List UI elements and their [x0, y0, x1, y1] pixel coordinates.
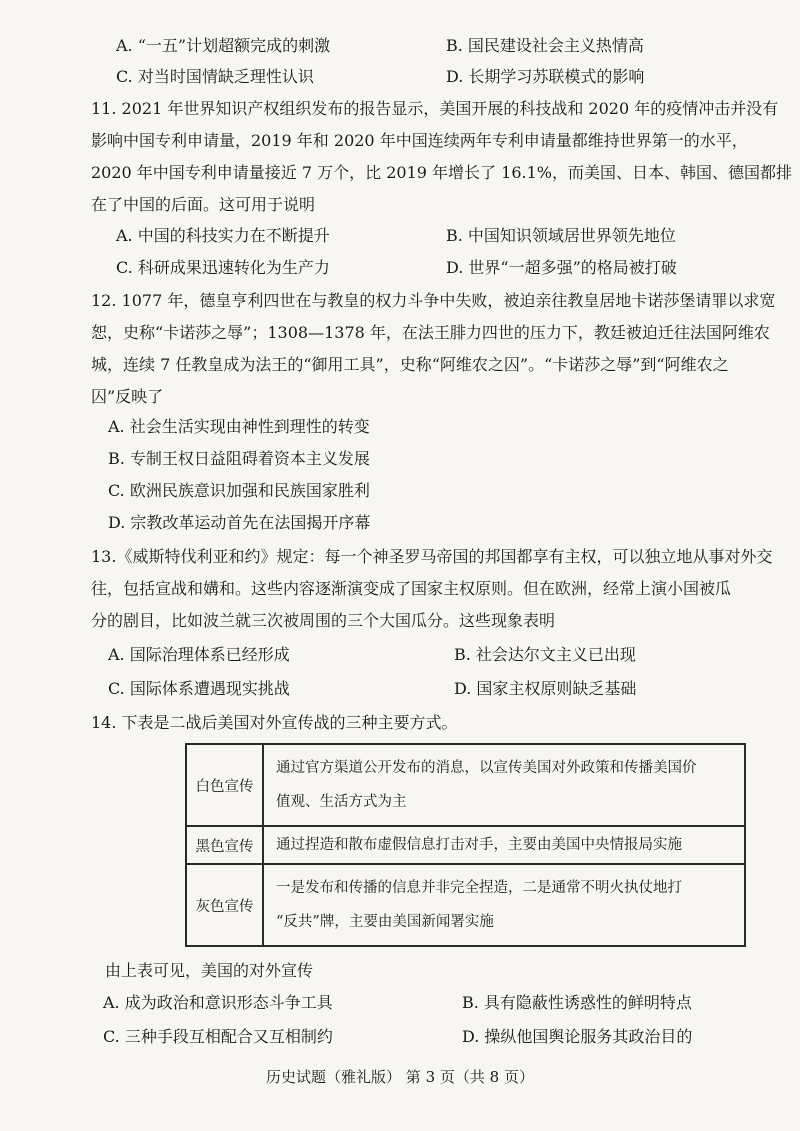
q10-option-a: A. “一五”计划超额完成的刺激 — [116, 36, 331, 55]
q11-stem-line-1: 11. 2021 年世界知识产权组织发布的报告显示，美国开展的科技战和 2020 年的疫情冲击并没有 — [91, 99, 779, 118]
q12-option-c: C. 欧洲民族意识加强和民族国家胜利 — [108, 481, 370, 500]
q11-stem-line-2: 影响中国专利申请量，2019 年和 2020 年中国连续两年专利申请量都维持世界第一的水平， — [91, 131, 748, 150]
q12-stem-line-2: 恕，史称“卡诺莎之辱”；1308—1378 年，在法王腓力四世的压力下，教廷被迫迁往法国阿维农 — [91, 323, 770, 342]
q12-stem-line-4: 囚”反映了 — [91, 387, 164, 406]
table-cell-desc — [263, 864, 745, 946]
q14-option-c: C. 三种手段互相配合又互相制约 — [103, 1027, 333, 1046]
q10-option-c: C. 对当时国情缺乏理性认识 — [116, 67, 314, 86]
q13-stem-line-2: 往，包括宣战和媾和。这些内容逐渐演变成了国家主权原则。但在欧洲，经常上演小国被瓜 — [91, 579, 732, 598]
propaganda-table — [185, 743, 746, 947]
q13-stem-line-3: 分的剧目，比如波兰就三次被周围的三个大国瓜分。这些现象表明 — [91, 611, 556, 630]
table-row — [186, 864, 745, 946]
table-desc-line: 通过捏造和散布虚假信息打击对手，主要由美国中央情报局实施 — [276, 837, 682, 853]
q13-option-b: B. 社会达尔文主义已出现 — [454, 645, 636, 664]
q14-option-a: A. 成为政治和意识形态斗争工具 — [103, 993, 333, 1012]
q12-option-b: B. 专制王权日益阻碍着资本主义发展 — [108, 449, 370, 468]
q13-option-c: C. 国际体系遭遇现实挑战 — [108, 679, 290, 698]
table-cell-type: 白色宣传 — [186, 744, 263, 826]
q13-stem-line-1: 13.《威斯特伐利亚和约》规定：每一个神圣罗马帝国的邦国都享有主权，可以独立地从事对外交 — [91, 547, 773, 566]
q12-option-a: A. 社会生活实现由神性到理性的转变 — [108, 417, 370, 436]
table-desc-line: “反共”牌，主要由美国新闻署实施 — [276, 914, 494, 930]
q14-option-d: D. 操纵他国舆论服务其政治目的 — [462, 1027, 693, 1046]
table-row — [186, 744, 745, 826]
table-desc-line: 通过官方渠道公开发布的消息，以宣传美国对外政策和传播美国价 — [276, 760, 697, 776]
q13-option-a: A. 国际治理体系已经形成 — [108, 645, 290, 664]
q11-option-c: C. 科研成果迅速转化为生产力 — [116, 258, 330, 277]
q11-stem-line-3: 2020 年中国专利申请量接近 7 万个，比 2019 年增长了 16.1%，而美国、日本、韩国、德国都排 — [91, 163, 792, 182]
table-cell-type: 黑色宣传 — [186, 826, 263, 864]
table-cell-desc — [263, 826, 745, 864]
table-cell-desc — [263, 744, 745, 826]
q11-stem-line-4: 在了中国的后面。这可用于说明 — [91, 195, 316, 214]
q12-option-d: D. 宗教改革运动首先在法国揭开序幕 — [108, 513, 371, 532]
page-footer: 历史试题（雅礼版） 第 3 页（共 8 页） — [266, 1068, 534, 1086]
q11-option-d: D. 世界“一超多强”的格局被打破 — [446, 258, 677, 277]
table-desc-line: 值观、生活方式为主 — [276, 794, 407, 810]
q10-option-d: D. 长期学习苏联模式的影响 — [446, 67, 645, 86]
table-desc-line: 一是发布和传播的信息并非完全捏造，二是通常不明火执仗地打 — [276, 880, 682, 896]
q11-option-a: A. 中国的科技实力在不断提升 — [116, 226, 330, 245]
q11-option-b: B. 中国知识领域居世界领先地位 — [446, 226, 676, 245]
q12-stem-line-1: 12. 1077 年，德皇亨利四世在与教皇的权力斗争中失败，被迫亲往教皇居地卡诺莎堡请罪以求宽 — [91, 291, 776, 310]
q13-option-d: D. 国家主权原则缺乏基础 — [454, 679, 637, 698]
q14-option-b: B. 具有隐蔽性诱惑性的鲜明特点 — [462, 993, 692, 1012]
q14-followup: 由上表可见，美国的对外宣传 — [105, 961, 314, 980]
table-cell-type: 灰色宣传 — [186, 864, 263, 946]
q12-stem-line-3: 城，连续 7 任教皇成为法王的“御用工具”，史称“阿维农之囚”。“卡诺莎之辱”到“阿维农之 — [91, 355, 729, 374]
table-row — [186, 826, 745, 864]
q10-option-b: B. 国民建设社会主义热情高 — [446, 36, 644, 55]
q14-stem: 14. 下表是二战后美国对外宣传战的三种主要方式。 — [91, 713, 458, 732]
